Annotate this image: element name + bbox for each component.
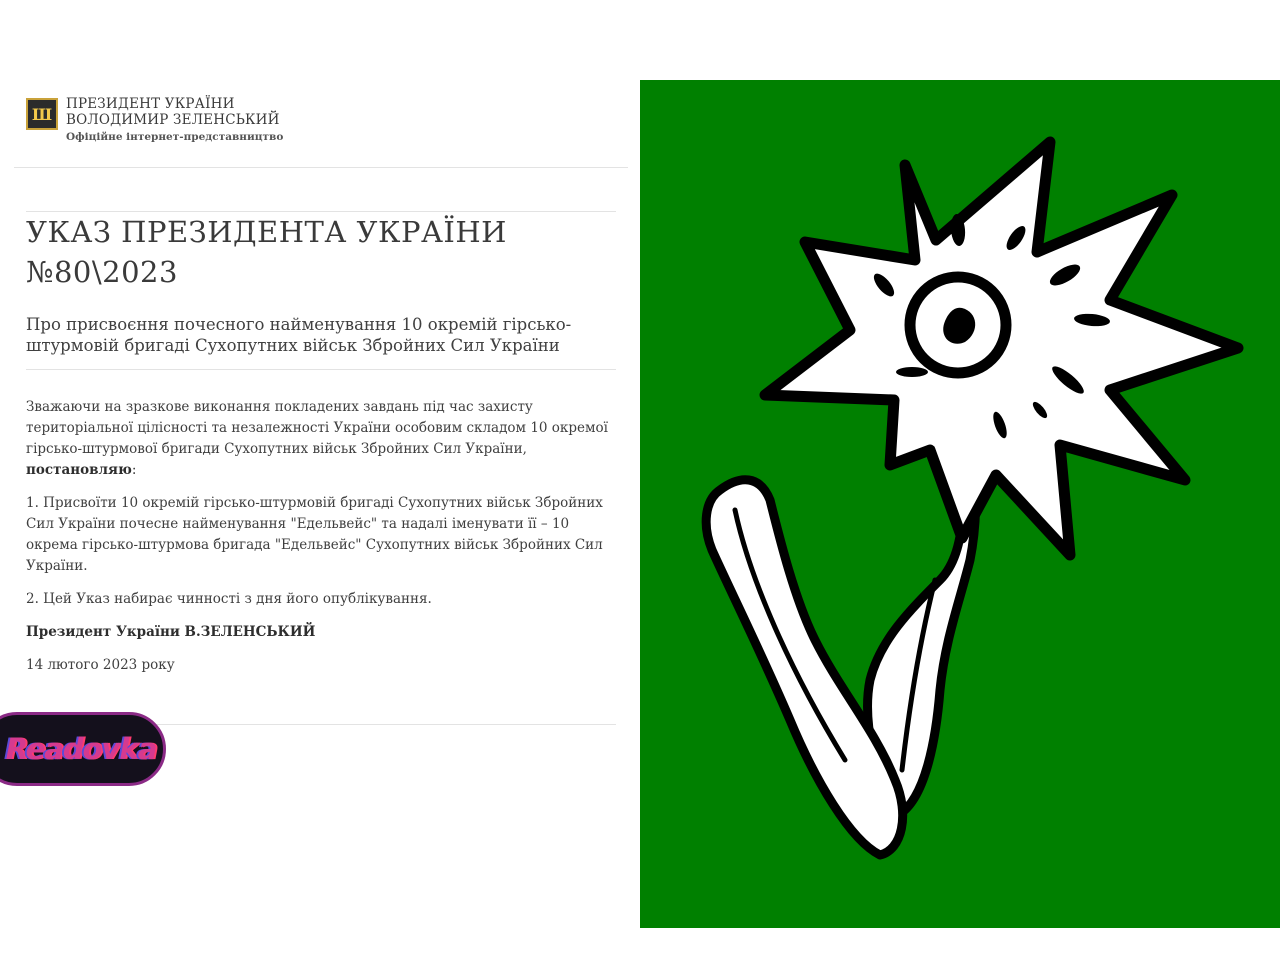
brigade-flag xyxy=(640,80,1280,928)
divider-subtitle xyxy=(26,369,616,370)
paragraph-1-bold: постановляю xyxy=(26,462,132,478)
decree-subtitle: Про присвоєння почесного найменування 10 окремій гірсько-штурмовій бригаді Сухопутних військ Збройних Сил України xyxy=(26,315,572,355)
paragraph-1-text: Зважаючи на зразкове виконання покладених завдань під час захисту територіальної цілісності та незалежності України особовим складом 10 окремої гірсько-штурмової бригади Сухопутних військ Збройних Сил України, xyxy=(26,399,608,457)
trident-emblem-icon: Ш xyxy=(26,98,58,130)
site-header xyxy=(26,96,283,144)
divider-header xyxy=(14,167,628,168)
readovka-watermark xyxy=(0,712,166,786)
edelweiss-icon xyxy=(640,80,1280,928)
org-line-2: ВОЛОДИМИР ЗЕЛЕНСЬКИЙ xyxy=(66,112,280,129)
org-line-1: ПРЕЗИДЕНТ УКРАЇНИ xyxy=(66,96,235,112)
decree-body xyxy=(26,397,616,688)
decree-date: 14 лютого 2023 року xyxy=(26,657,175,673)
decree-paragraph-1 xyxy=(26,397,616,481)
paragraph-1-end: : xyxy=(131,462,137,478)
header-text xyxy=(66,96,283,144)
readovka-logo-text: Readovka xyxy=(5,732,157,766)
decree-signature: Президент України В.ЗЕЛЕНСЬКИЙ xyxy=(26,624,316,640)
decree-number: №80\2023 xyxy=(26,255,178,289)
decree-title xyxy=(26,212,606,292)
decree-item-1: 1. Присвоїти 10 окремій гірсько-штурмовій бригаді Сухопутних військ Збройних Сил України почесне найменування "Едельвейс" та надалі іменувати її – 10 окрема гірсько-штурмова бригада "Едельвейс" Сухопутних військ Збройних Сил України. xyxy=(26,495,603,574)
decree-item-2: 2. Цей Указ набирає чинності з дня його опублікування. xyxy=(26,591,432,607)
org-subtitle: Офіційне інтернет-представництво xyxy=(66,131,284,144)
decree-title-line-1: УКАЗ ПРЕЗИДЕНТА УКРАЇНИ xyxy=(26,215,507,249)
